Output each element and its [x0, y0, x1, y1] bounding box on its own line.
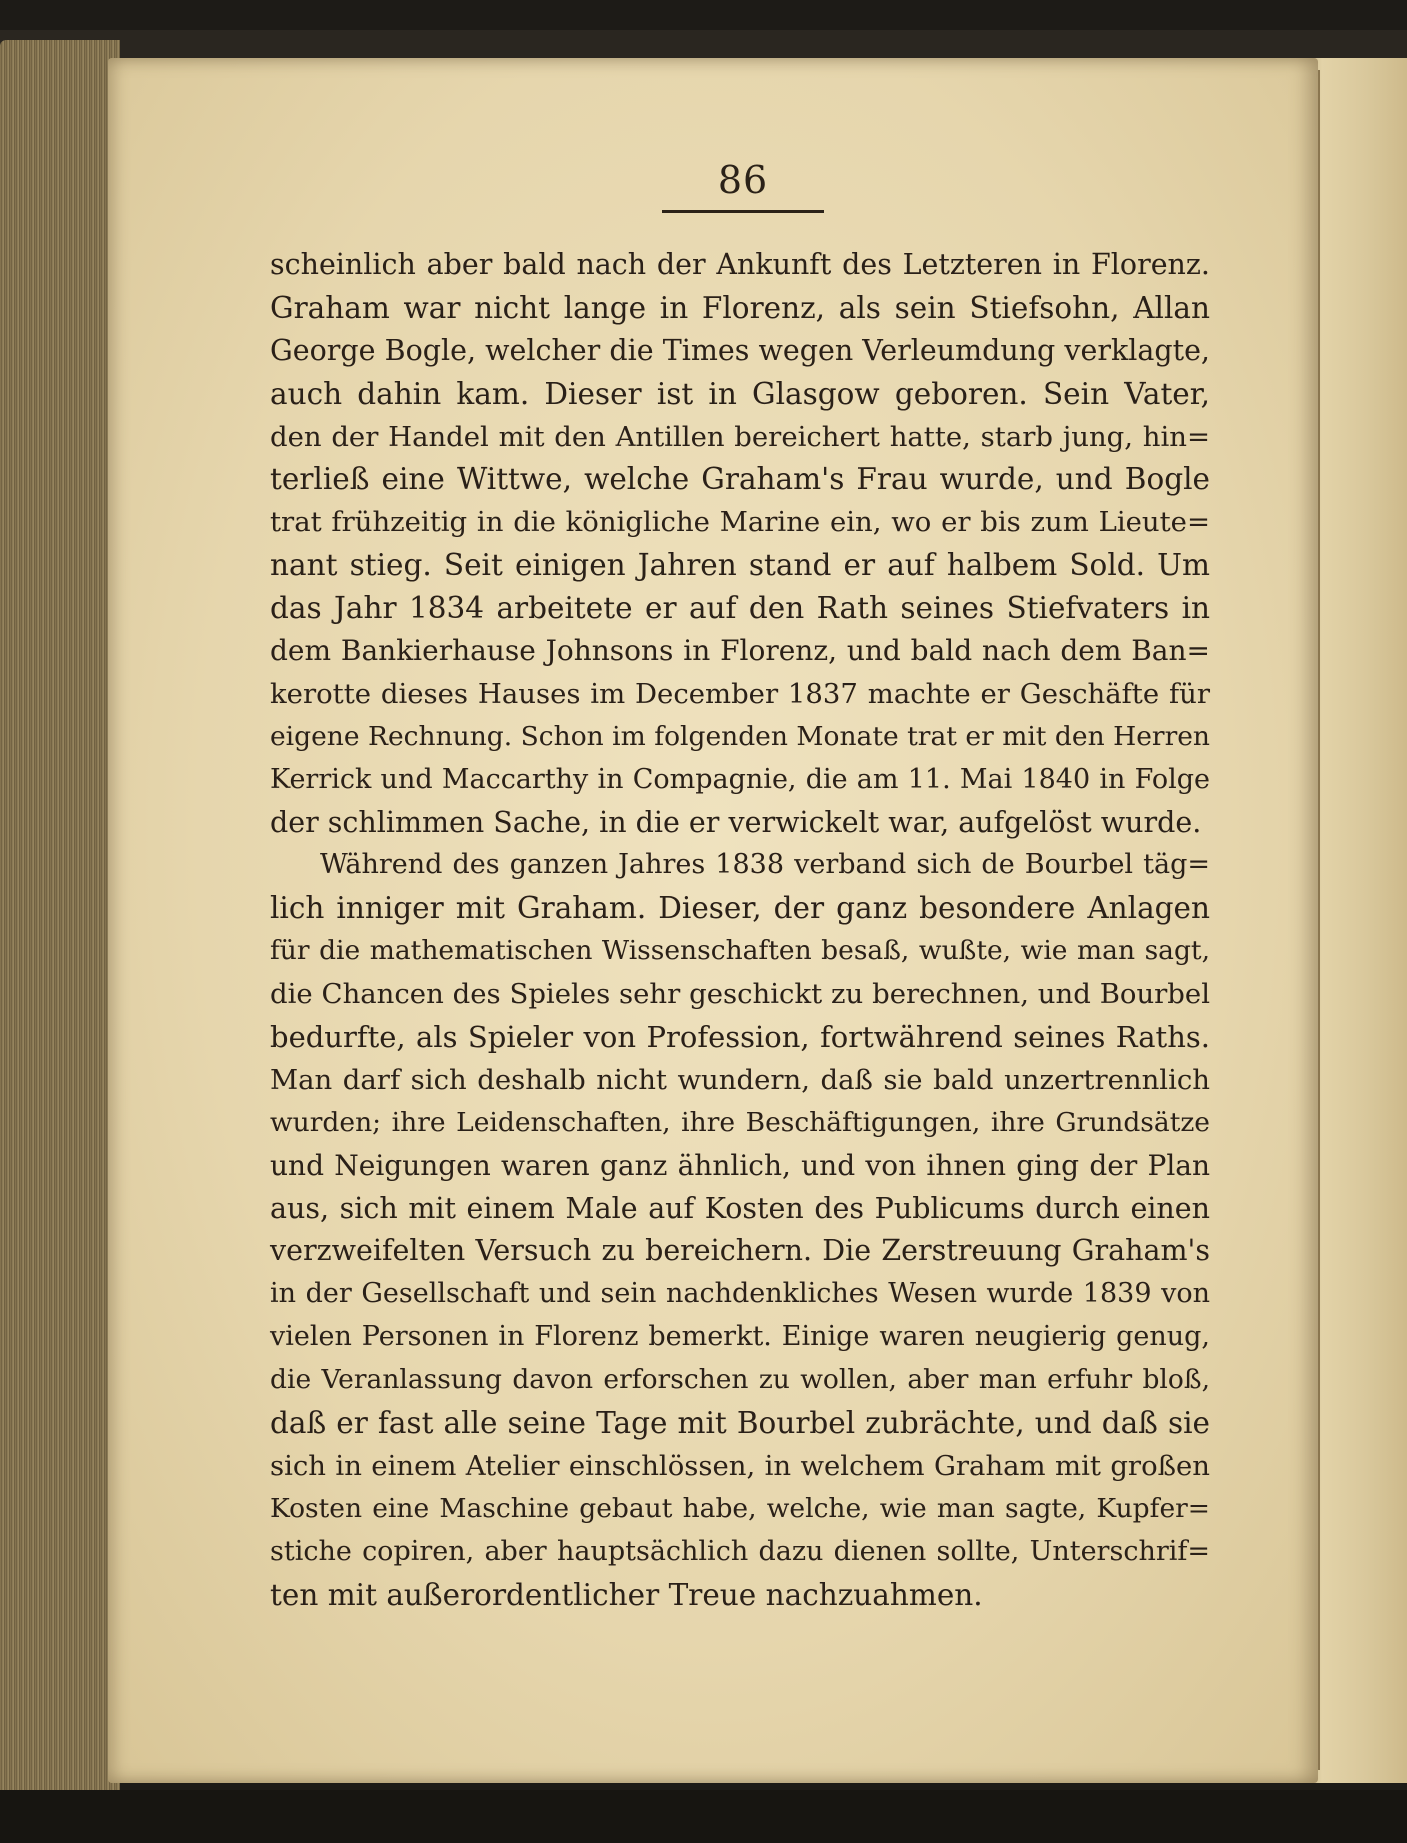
page-number: 86 — [717, 158, 769, 202]
text-line: trat frühzeitig in die königliche Marine ein, wo er bis zum Lieute= — [270, 506, 1210, 539]
text-line: auch dahin kam. Dieser ist in Glasgow geboren. Sein Vater, — [270, 376, 1210, 411]
text-line: nant stieg. Seit einigen Jahren stand er auf halbem Sold. Um — [270, 548, 1210, 583]
text-line: bedurfte, als Spieler von Profession, fortwährend seines Raths. — [270, 1020, 1210, 1055]
text-line: verzweifelten Versuch zu bereichern. Die Zerstreuung Graham's — [270, 1234, 1210, 1268]
text-line: für die mathematischen Wissenschaften besaß, wußte, wie man sagt, — [270, 935, 1210, 967]
text-line: Während des ganzen Jahres 1838 verband sich de Bourbel täg= — [320, 849, 1210, 881]
text-line: Kerrick und Maccarthy in Compagnie, die am 11. Mai 1840 in Folge — [270, 763, 1210, 795]
text-line: sich in einem Atelier einschlössen, in welchem Graham mit großen — [270, 1449, 1210, 1482]
text-line: in der Gesellschaft und sein nachdenkliches Wesen wurde 1839 von — [270, 1278, 1210, 1310]
text-line: terließ eine Wittwe, welche Graham's Frau wurde, und Bogle — [270, 462, 1210, 497]
text-line: Man darf sich deshalb nicht wundern, daß sie bald unzertrennlich — [270, 1063, 1210, 1096]
text-line: die Chancen des Spieles sehr geschickt zu berechnen, und Bourbel — [270, 978, 1210, 1011]
text-line: und Neigungen waren ganz ähnlich, und von ihnen ging der Plan — [270, 1148, 1210, 1182]
text-line: Kosten eine Maschine gebaut habe, welche, wie man sagte, Kupfer= — [270, 1492, 1210, 1524]
text-line: den der Handel mit den Antillen bereichert hatte, starb jung, hin= — [270, 420, 1210, 453]
text-line: scheinlich aber bald nach der Ankunft des Letzteren in Florenz. — [270, 248, 1210, 281]
text-line: Graham war nicht lange in Florenz, als sein Stiefsohn, Allan — [270, 290, 1210, 325]
text-line: stiche copiren, aber hauptsächlich dazu dienen sollte, Unterschrif= — [270, 1535, 1210, 1567]
text-line: das Jahr 1834 arbeitete er auf den Rath seines Stiefvaters in — [270, 591, 1210, 626]
text-line: dem Bankierhause Johnsons in Florenz, und bald nach dem Ban= — [270, 634, 1210, 668]
body-text — [270, 244, 1210, 1617]
text-line: George Bogle, welcher die Times wegen Verleumdung verklagte, — [270, 333, 1210, 367]
text-line: vielen Personen in Florenz bemerkt. Einige waren neugierig genug, — [270, 1321, 1210, 1353]
text-line: der schlimmen Sache, in die er verwickelt war, aufgelöst wurde. — [270, 805, 1202, 839]
text-line: daß er fast alle seine Tage mit Bourbel zubrächte, und daß sie — [270, 1406, 1210, 1441]
book-cover-bottom — [0, 1790, 1407, 1843]
text-line: aus, sich mit einem Male auf Kosten des Publicums durch einen — [270, 1191, 1210, 1225]
text-line: wurden; ihre Leidenschaften, ihre Beschäftigungen, ihre Grundsätze — [270, 1106, 1210, 1138]
text-line: lich inniger mit Graham. Dieser, der ganz besondere Anlagen — [270, 891, 1210, 926]
gutter-line — [1318, 70, 1320, 1770]
text-line: kerotte dieses Hauses im December 1837 machte er Geschäfte für — [270, 677, 1210, 710]
text-line: ten mit außerordentlicher Treue nachzuahmen. — [270, 1577, 983, 1612]
text-line: die Veranlassung davon erforschen zu wollen, aber man erfuhr bloß, — [270, 1364, 1210, 1396]
text-line: eigene Rechnung. Schon im folgenden Monate trat er mit den Herren — [270, 720, 1210, 752]
header-rule — [662, 210, 824, 213]
page-edges — [0, 40, 120, 1800]
